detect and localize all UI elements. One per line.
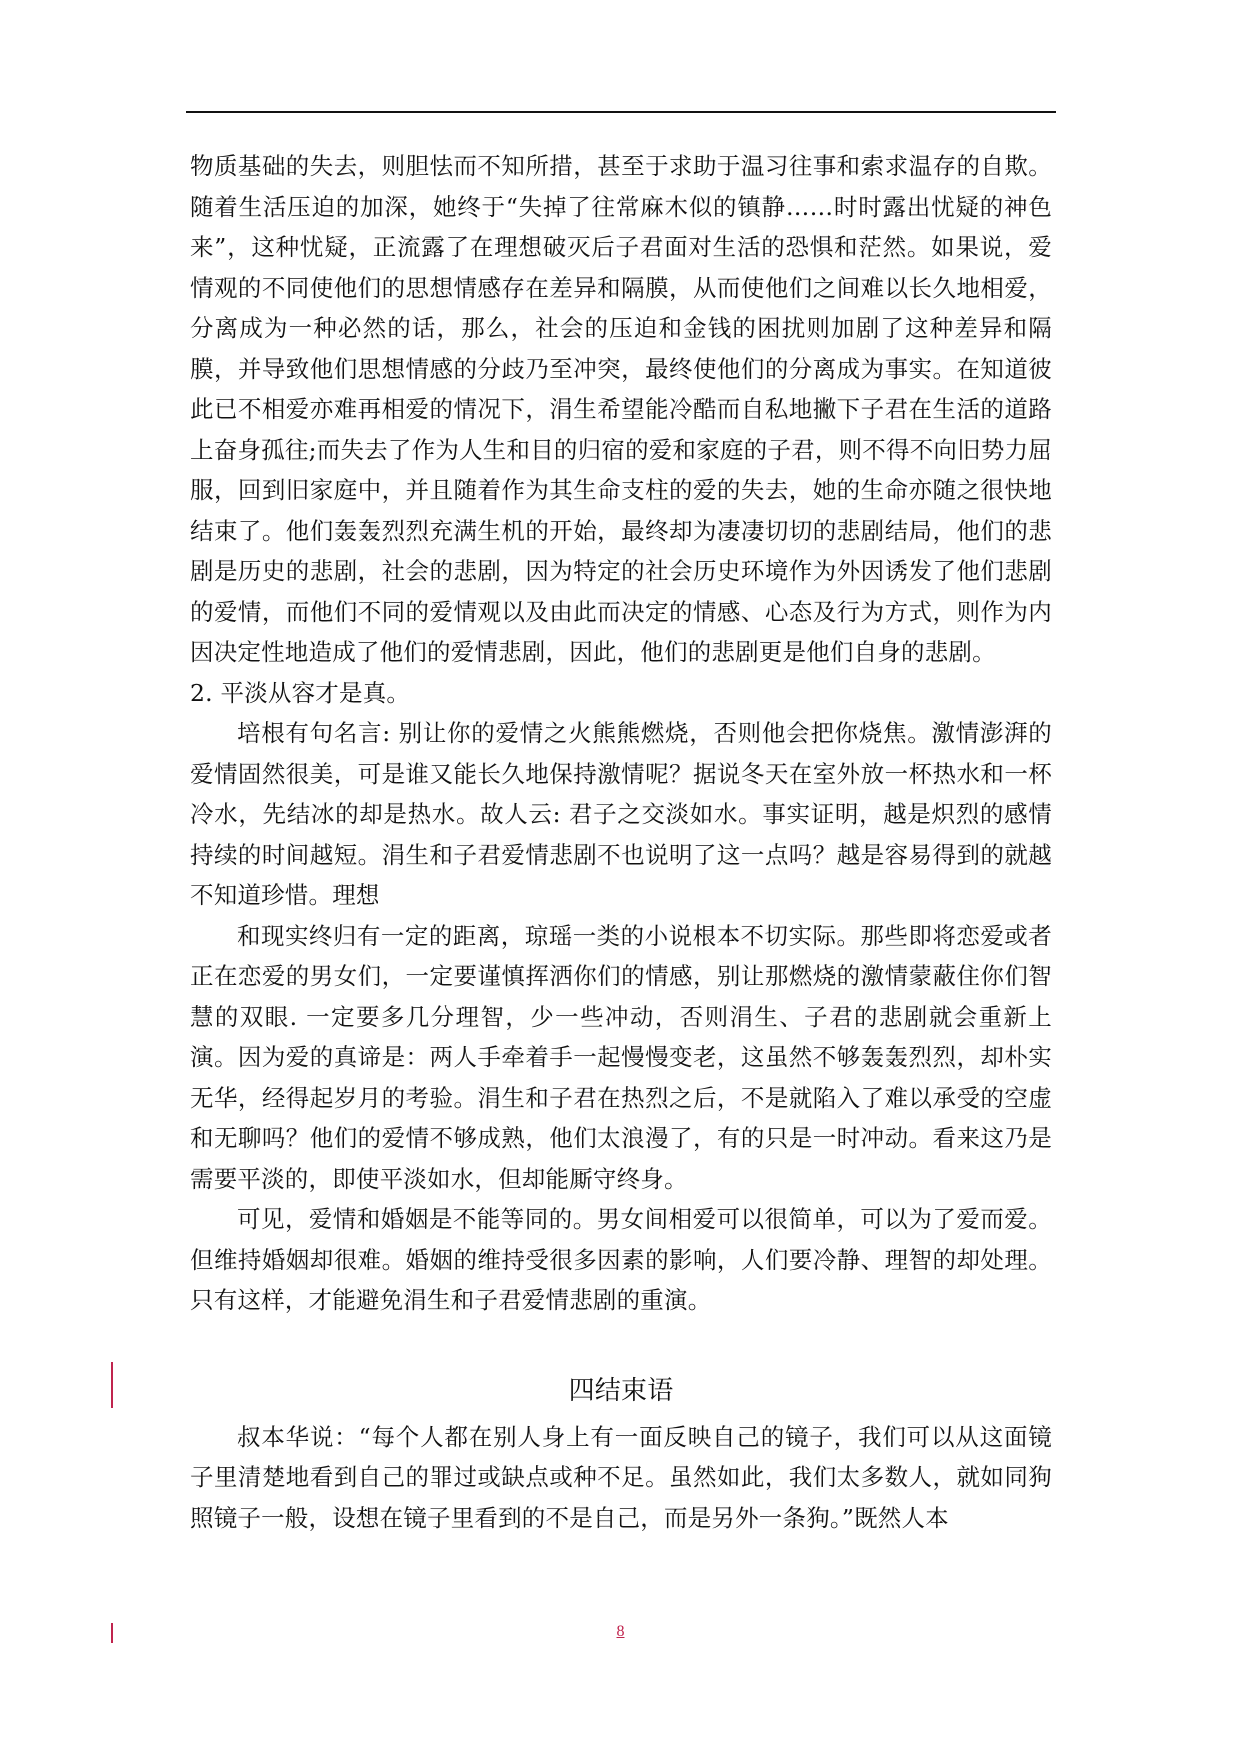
paragraph: 培根有句名言: 别让你的爱情之火熊熊燃烧，否则他会把你烧焦。激情澎湃的爱情固然很美，可是谁又能长久地保持激情呢？据说冬天在室外放一杯热水和一杯冷水，先结冰的却是热水。故人云: 君子之交淡如水。事实证明，越是炽烈的感情持续的时间越短。涓生和子君爱情悲剧不也说明了这一点吗？越是容易得到的就越不知道珍惜。理想 (190, 719, 1052, 909)
page-number: 8 (616, 1623, 625, 1640)
paragraph: 物质基础的失去，则胆怯而不知所措，甚至于求助于温习往事和索求温存的自欺。随着生活压迫的加深，她终于“失掉了往常麻木似的镇静……时时露出忧疑的神色来”，这种忧疑，正流露了在理想破灭后子君面对生活的恐惧和茫然。如果说，爱情观的不同使他们的思想情感存在差异和隔膜，从而使他们之间难以长久地相爱，分离成为一种必然的话，那么，社会的压迫和金钱的困扰则加剧了这种差异和隔膜，并导致他们思想情感的分歧乃至冲突，最终使他们的分离成为事实。在知道彼此已不相爱亦难再相爱的情况下，涓生希望能冷酷而自私地撇下子君在生活的道路上奋身孤往;而失去了作为人生和目的归宿的爱和家庭的子君，则不得不向旧势力屈服，回到旧家庭中，并且随着作为其生命支柱的爱的失去，她的生命亦随之很快地结束了。他们轰轰烈烈充满生机的开始，最终却为凄凄切切的悲剧结局，他们的悲剧是历史的悲剧，社会的悲剧，因为特定的社会历史环境作为外因诱发了他们悲剧的爱情，而他们不同的爱情观以及由此而决定的情感、心态及行为方式，则作为内因决定性地造成了他们的爱情悲剧，因此，他们的悲剧更是他们自身的悲剧。 (190, 152, 1052, 666)
paragraph: 叔本华说：“每个人都在别人身上有一面反映自己的镜子，我们可以从这面镜子里清楚地看到自己的罪过或缺点或种不足。虽然如此，我们太多数人，就如同狗照镜子一般，设想在镜子里看到的不是自己，而是另外一条狗。”既然人本 (190, 1422, 1052, 1532)
section-gap (190, 1321, 1052, 1371)
section-heading: 四结束语 (568, 1375, 674, 1406)
paragraph: 可见，爱情和婚姻是不能等同的。男女间相爱可以很简单，可以为了爱而爱。但维持婚姻却很难。婚姻的维持受很多因素的影响，人们要冷静、理智的却处理。只有这样，才能避免涓生和子君爱情悲剧的重演。 (190, 1205, 1052, 1314)
paragraph: 和现实终归有一定的距离，琼瑶一类的小说根本不切实际。那些即将恋爱或者正在恋爱的男女们，一定要谨慎挥洒你们的情感，别让那燃烧的激情蒙蔽住你们智慧的双眼. 一定要多几分理智，少一些冲动，否则涓生、子君的悲剧就会重新上演。因为爱的真谛是：两人手牵着手一起慢慢变老，这虽然不够轰轰烈烈，却朴实无华，经得起岁月的考验。涓生和子君在热烈之后，不是就陷入了难以承受的空虚和无聊吗？他们的爱情不够成熟，他们太浪漫了，有的只是一时冲动。看来这乃是需要平淡的，即使平淡如水，但却能厮守终身。 (190, 921, 1052, 1193)
list-item-heading: 2. 平淡从容才是真。 (190, 678, 411, 707)
header-rule (186, 111, 1056, 113)
revision-bar (111, 1362, 113, 1408)
document-body (190, 146, 1052, 1538)
